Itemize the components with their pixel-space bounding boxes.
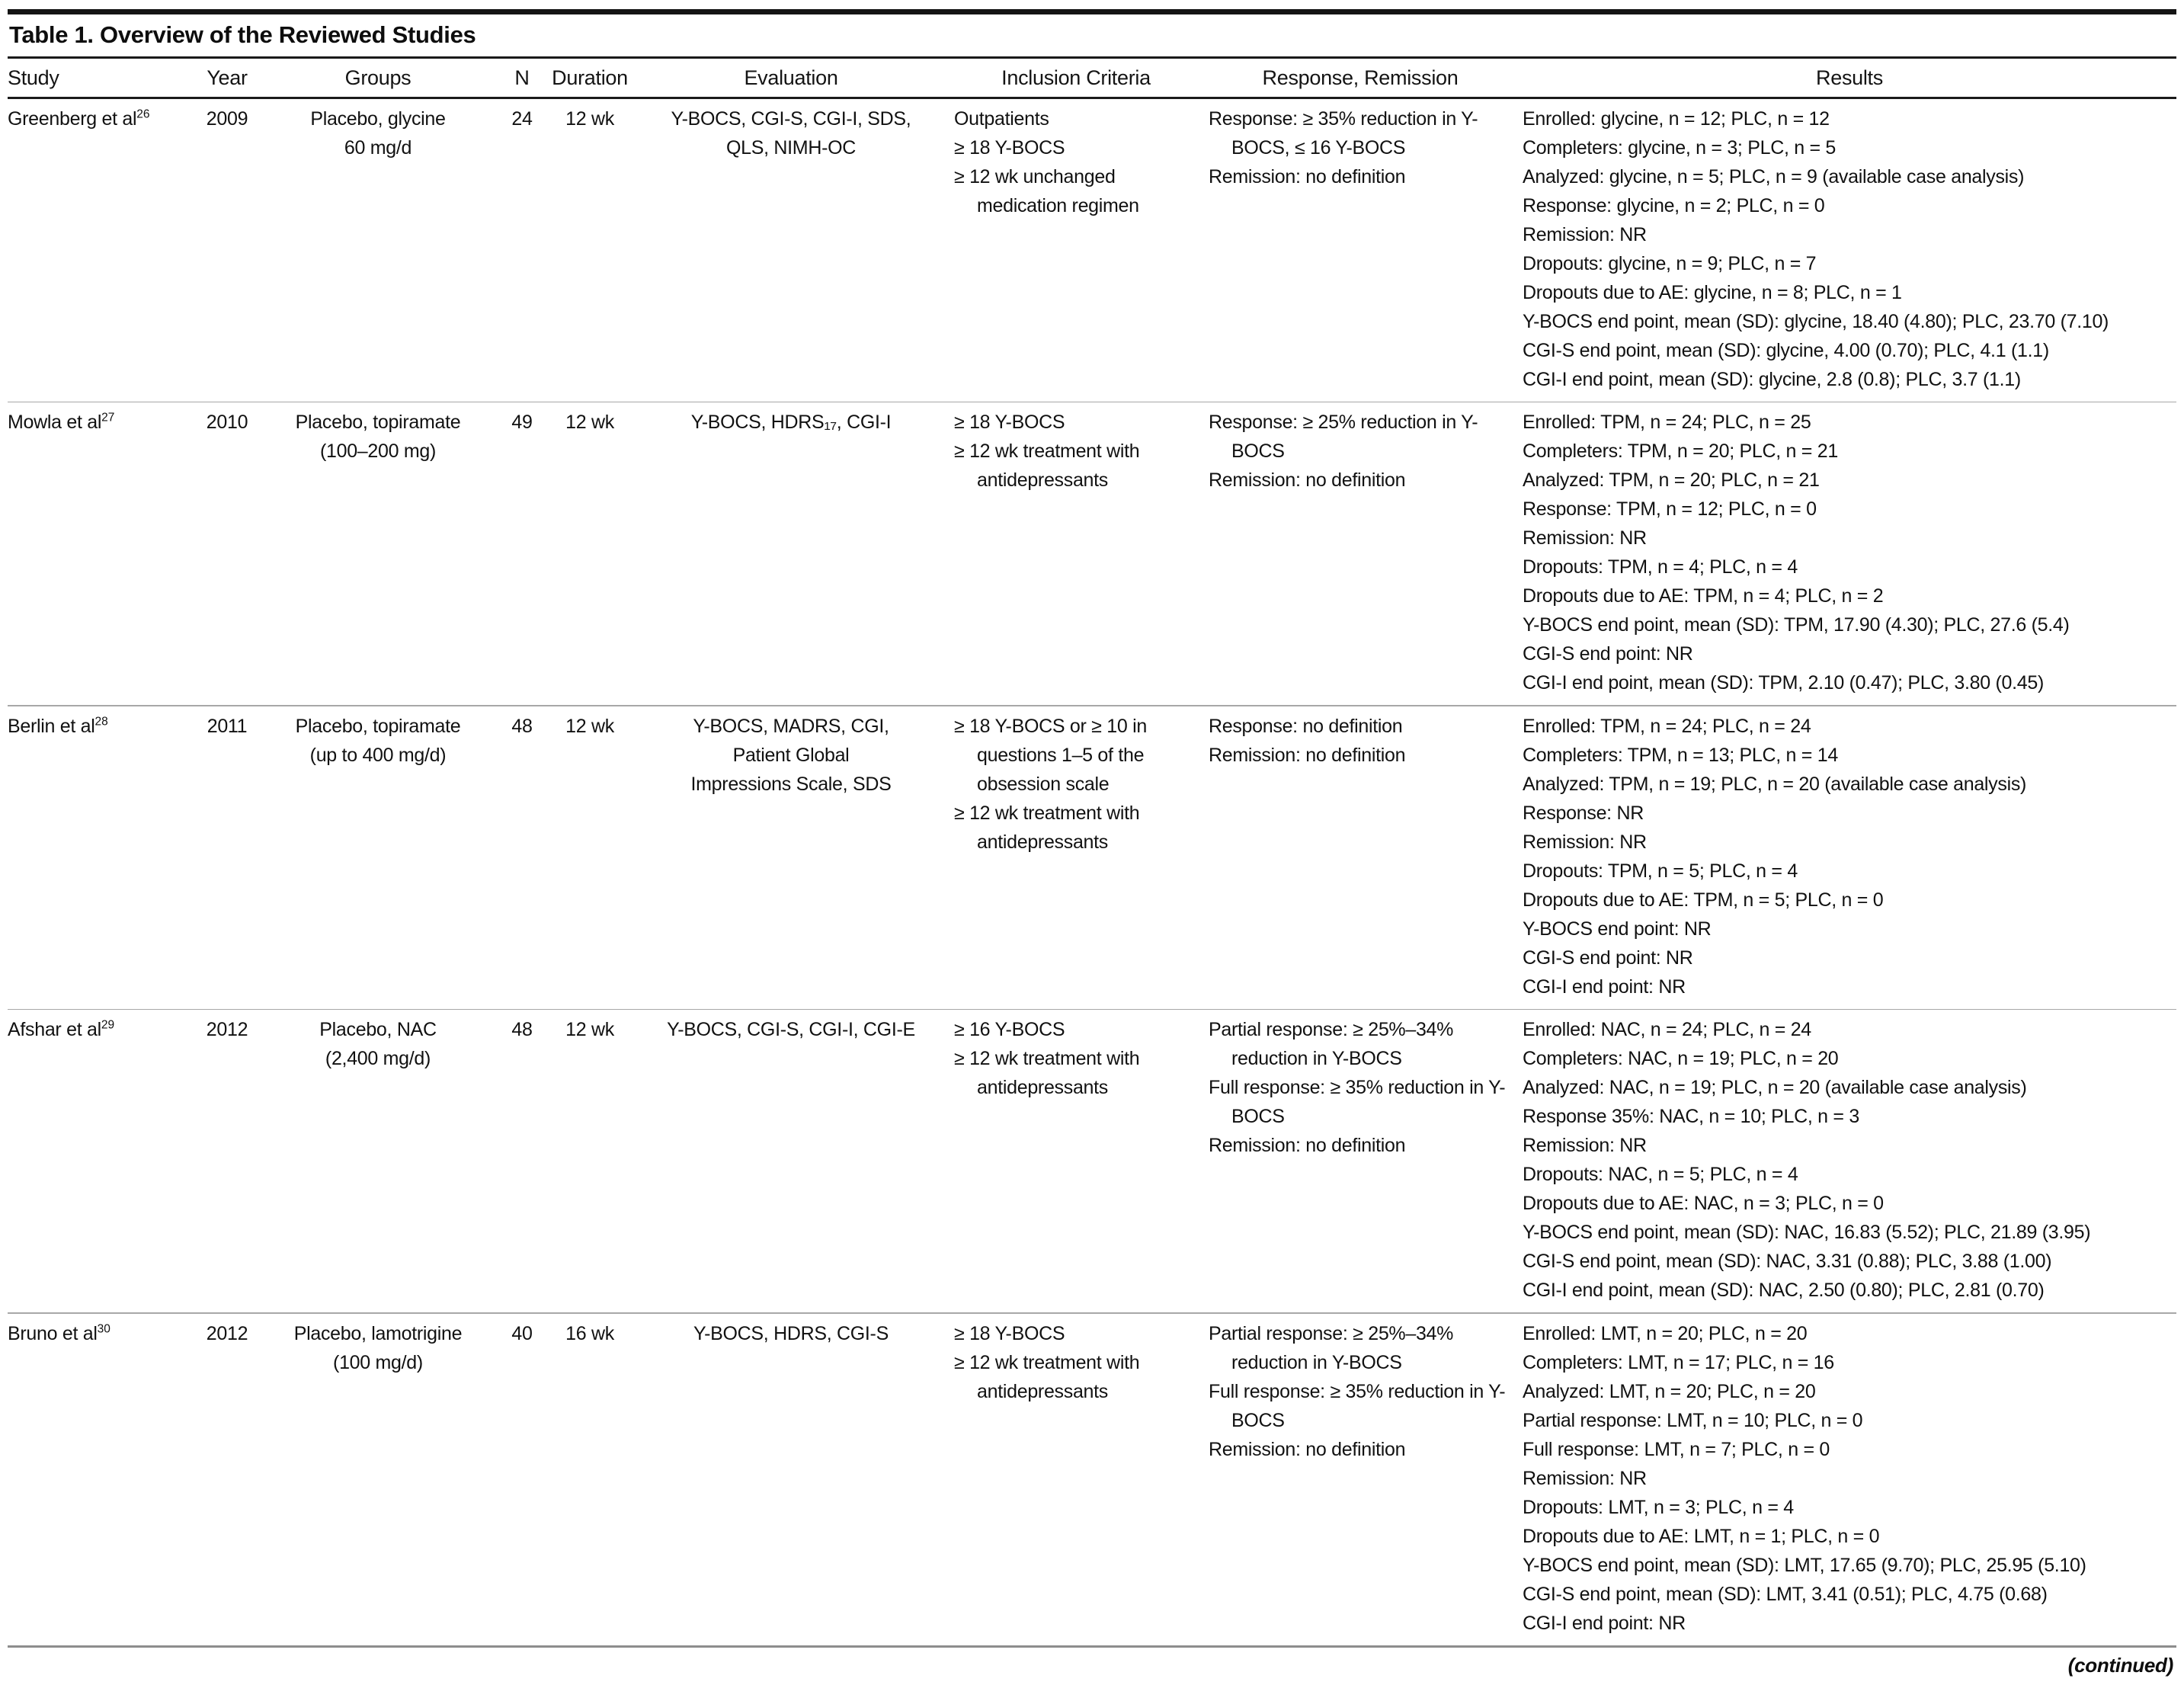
study-cell [8, 712, 191, 741]
continued-label: (continued) [2067, 1653, 2173, 1677]
results-line: Remission: NR [1523, 1467, 1647, 1489]
results-line: Completers: TPM, n = 20; PLC, n = 21 [1523, 440, 1838, 462]
results-line: Y-BOCS end point, mean (SD): LMT, 17.65 (9.70); PLC, 25.95 (5.10) [1523, 1554, 2086, 1576]
results-line: Dropouts: LMT, n = 3; PLC, n = 4 [1523, 1496, 1794, 1518]
inclusion-item: Outpatients [954, 107, 1049, 130]
groups-line: Placebo, lamotrigine [293, 1322, 463, 1344]
response-item: Full response: ≥ 35% reduction in Y-BOCS [1209, 1380, 1506, 1431]
table-row [8, 1010, 2176, 1312]
response-item: Remission: no definition [1209, 1135, 1406, 1156]
results-line: CGI-I end point, mean (SD): TPM, 2.10 (0.47); PLC, 3.80 (0.45) [1523, 672, 2045, 694]
inclusion-item: ≥ 12 wk unchanged medication regimen [954, 165, 1139, 216]
response-item: Partial response: ≥ 25%–34% reduction in Y-BOCS [1209, 1019, 1454, 1069]
results-line: Completers: glycine, n = 3; PLC, n = 5 [1523, 136, 1837, 159]
inclusion-cell [954, 1015, 1198, 1102]
groups-cell [264, 104, 492, 162]
results-line: CGI-I end point, mean (SD): NAC, 2.50 (0.80); PLC, 2.81 (0.70) [1523, 1280, 2045, 1301]
study-name: Berlin et al [8, 715, 95, 737]
results-line: Completers: TPM, n = 13; PLC, n = 14 [1523, 744, 1838, 766]
response-item: Remission: no definition [1209, 165, 1406, 187]
results-cell [1523, 408, 2176, 697]
table-row [8, 706, 2176, 1009]
evaluation-line: Y-BOCS, HDRS, CGI-S [693, 1322, 889, 1344]
study-reference-number: 29 [101, 1018, 115, 1032]
inclusion-item: ≥ 12 wk treatment with antidepressants [954, 1351, 1140, 1402]
groups-cell [264, 1015, 492, 1073]
response-item: Remission: no definition [1209, 469, 1406, 491]
evaluation-line: Y-BOCS, CGI-S, CGI-I, SDS, [671, 107, 911, 130]
n-cell: 40 [511, 1322, 533, 1344]
results-line: Full response: LMT, n = 7; PLC, n = 0 [1523, 1438, 1830, 1460]
inclusion-item: ≥ 12 wk treatment with antidepressants [954, 440, 1140, 491]
results-line: Dropouts: TPM, n = 5; PLC, n = 4 [1523, 860, 1798, 882]
table-row [8, 402, 2176, 705]
column-header-results: Results [1816, 66, 1883, 89]
response-cell [1209, 1319, 1512, 1464]
results-line: Analyzed: NAC, n = 19; PLC, n = 20 (available case analysis) [1523, 1077, 2027, 1098]
response-cell [1209, 712, 1512, 770]
n-cell: 48 [511, 715, 533, 737]
response-item: Remission: no definition [1209, 1438, 1406, 1460]
results-line: Analyzed: glycine, n = 5; PLC, n = 9 (available case analysis) [1523, 165, 2025, 187]
groups-line: (100 mg/d) [333, 1351, 423, 1373]
results-line: CGI-I end point, mean (SD): glycine, 2.8 (0.8); PLC, 3.7 (1.1) [1523, 368, 2021, 390]
results-line: Enrolled: TPM, n = 24; PLC, n = 25 [1523, 412, 1811, 433]
table-title-row [8, 14, 2176, 56]
column-header-inclusion: Inclusion Criteria [1001, 66, 1151, 89]
results-line: Y-BOCS end point, mean (SD): NAC, 16.83 (5.52); PLC, 21.89 (3.95) [1523, 1222, 2091, 1243]
results-line: Analyzed: TPM, n = 19; PLC, n = 20 (available case analysis) [1523, 773, 2027, 795]
column-header-response: Response, Remission [1262, 66, 1459, 89]
duration-cell: 12 wk [565, 412, 614, 433]
study-cell [8, 1319, 191, 1348]
study-cell [8, 1015, 191, 1044]
year-cell: 2009 [206, 107, 248, 130]
study-cell [8, 408, 191, 437]
duration-cell: 12 wk [565, 1019, 614, 1040]
results-line: Dropouts due to AE: LMT, n = 1; PLC, n = 0 [1523, 1525, 1880, 1547]
results-line: CGI-S end point, mean (SD): NAC, 3.31 (0.88); PLC, 3.88 (1.00) [1523, 1251, 2052, 1272]
evaluation-cell [639, 712, 943, 799]
results-line: CGI-S end point: NR [1523, 643, 1693, 665]
study-cell [8, 104, 191, 133]
evaluation-line: Patient Global [732, 744, 850, 766]
inclusion-item: ≥ 18 Y-BOCS [954, 412, 1065, 433]
response-item: Remission: no definition [1209, 744, 1406, 766]
results-line: Dropouts due to AE: glycine, n = 8; PLC, n = 1 [1523, 281, 1902, 303]
groups-line: 60 mg/d [344, 136, 412, 159]
results-cell [1523, 104, 2176, 394]
inclusion-item: ≥ 16 Y-BOCS [954, 1019, 1065, 1040]
study-name: Mowla et al [8, 412, 102, 433]
results-line: Enrolled: glycine, n = 12; PLC, n = 12 [1523, 107, 1830, 130]
results-line: Response 35%: NAC, n = 10; PLC, n = 3 [1523, 1106, 1859, 1127]
column-header-study: Study [8, 66, 59, 89]
inclusion-item: ≥ 18 Y-BOCS [954, 1322, 1065, 1344]
duration-cell: 12 wk [565, 107, 614, 130]
year-cell: 2012 [206, 1019, 248, 1040]
table-title: Table 1. Overview of the Reviewed Studies [9, 21, 476, 48]
evaluation-cell [639, 1319, 943, 1348]
study-reference-number: 27 [101, 411, 115, 424]
duration-cell: 16 wk [565, 1322, 614, 1344]
results-line: Response: glycine, n = 2; PLC, n = 0 [1523, 194, 1825, 216]
year-cell: 2010 [206, 412, 248, 433]
results-line: Enrolled: NAC, n = 24; PLC, n = 24 [1523, 1019, 1811, 1040]
results-line: CGI-I end point: NR [1523, 1612, 1686, 1634]
results-line: Remission: NR [1523, 831, 1647, 853]
inclusion-cell [954, 712, 1198, 857]
results-line: Dropouts: glycine, n = 9; PLC, n = 7 [1523, 252, 1817, 274]
study-reference-number: 26 [136, 107, 150, 121]
column-header-groups: Groups [344, 66, 412, 89]
results-line: Response: NR [1523, 802, 1644, 824]
results-line: CGI-S end point, mean (SD): glycine, 4.00 (0.70); PLC, 4.1 (1.1) [1523, 339, 2049, 361]
evaluation-line: Y-BOCS, MADRS, CGI, [693, 715, 889, 737]
results-line: Enrolled: TPM, n = 24; PLC, n = 24 [1523, 715, 1811, 737]
results-line: Remission: NR [1523, 527, 1647, 549]
table-row [8, 1314, 2176, 1645]
table-header-row [8, 59, 2176, 97]
study-name: Greenberg et al [8, 107, 137, 130]
results-line: Dropouts due to AE: NAC, n = 3; PLC, n = 0 [1523, 1193, 1884, 1214]
results-cell [1523, 1015, 2176, 1305]
response-item: Partial response: ≥ 25%–34% reduction in Y-BOCS [1209, 1322, 1454, 1373]
results-line: Dropouts: NAC, n = 5; PLC, n = 4 [1523, 1164, 1798, 1185]
inclusion-item: ≥ 12 wk treatment with antidepressants [954, 802, 1140, 853]
duration-cell: 12 wk [565, 715, 614, 737]
response-item: Full response: ≥ 35% reduction in Y-BOCS [1209, 1077, 1506, 1127]
study-reference-number: 28 [94, 715, 108, 729]
n-cell: 48 [511, 1019, 533, 1040]
results-line: Completers: LMT, n = 17; PLC, n = 16 [1523, 1351, 1834, 1373]
study-name: Bruno et al [8, 1322, 98, 1344]
groups-line: Placebo, glycine [310, 107, 446, 130]
results-cell [1523, 1319, 2176, 1638]
year-cell: 2012 [206, 1322, 248, 1344]
inclusion-item: ≥ 12 wk treatment with antidepressants [954, 1048, 1140, 1098]
inclusion-cell [954, 408, 1198, 495]
results-line: CGI-S end point, mean (SD): LMT, 3.41 (0.51); PLC, 4.75 (0.68) [1523, 1583, 2048, 1605]
results-cell [1523, 712, 2176, 1001]
study-name: Afshar et al [8, 1019, 101, 1040]
evaluation-line: Impressions Scale, SDS [690, 773, 892, 795]
results-line: Dropouts: TPM, n = 4; PLC, n = 4 [1523, 556, 1798, 578]
response-cell [1209, 1015, 1512, 1160]
results-line: Dropouts due to AE: TPM, n = 4; PLC, n = 2 [1523, 585, 1884, 607]
inclusion-cell [954, 104, 1198, 220]
results-line: Y-BOCS end point, mean (SD): glycine, 18.40 (4.80); PLC, 23.70 (7.10) [1523, 310, 2109, 332]
groups-line: (100–200 mg) [319, 440, 437, 462]
results-line: Analyzed: TPM, n = 20; PLC, n = 21 [1523, 469, 1820, 491]
results-line: Partial response: LMT, n = 10; PLC, n = 0 [1523, 1409, 1863, 1431]
results-line: CGI-I end point: NR [1523, 975, 1686, 998]
results-line: Analyzed: LMT, n = 20; PLC, n = 20 [1523, 1380, 1816, 1402]
groups-cell [264, 712, 492, 770]
response-item: Response: ≥ 25% reduction in Y-BOCS [1209, 412, 1478, 462]
response-cell [1209, 104, 1512, 191]
n-cell: 24 [511, 107, 533, 130]
results-line: Enrolled: LMT, n = 20; PLC, n = 20 [1523, 1322, 1808, 1344]
response-item: Response: ≥ 35% reduction in Y-BOCS, ≤ 16 Y-BOCS [1209, 107, 1478, 159]
results-line: Dropouts due to AE: TPM, n = 5; PLC, n = 0 [1523, 889, 1884, 911]
results-line: Response: TPM, n = 12; PLC, n = 0 [1523, 498, 1817, 520]
results-line: Completers: NAC, n = 19; PLC, n = 20 [1523, 1048, 1839, 1069]
column-header-year: Year [207, 66, 248, 89]
column-header-n: N [514, 66, 530, 89]
study-reference-number: 30 [97, 1322, 110, 1336]
inclusion-item: ≥ 18 Y-BOCS [954, 136, 1065, 159]
column-header-duration: Duration [552, 66, 628, 89]
results-line: CGI-S end point: NR [1523, 947, 1693, 969]
table-row [8, 99, 2176, 402]
results-line: Y-BOCS end point: NR [1523, 918, 1712, 940]
groups-line: (up to 400 mg/d) [309, 744, 447, 766]
inclusion-item: ≥ 18 Y-BOCS or ≥ 10 in questions 1–5 of the obsession scale [954, 715, 1147, 795]
evaluation-line: Y-BOCS, CGI-S, CGI-I, CGI-E [667, 1019, 915, 1040]
groups-line: Placebo, NAC [319, 1019, 437, 1040]
evaluation-line: Y-BOCS, HDRS₁₇, CGI-I [690, 412, 892, 433]
table-top-rule [8, 9, 2176, 14]
groups-line: Placebo, topiramate [295, 412, 461, 433]
response-item: Response: no definition [1209, 715, 1403, 737]
n-cell: 49 [511, 412, 533, 433]
table-body [8, 99, 2176, 1645]
groups-cell [264, 408, 492, 466]
year-cell: 2011 [207, 715, 248, 737]
results-line: Remission: NR [1523, 223, 1647, 245]
evaluation-cell [639, 1015, 943, 1044]
groups-line: (2,400 mg/d) [325, 1048, 431, 1069]
groups-line: Placebo, topiramate [295, 715, 461, 737]
continued-row [8, 1648, 2176, 1685]
evaluation-cell [639, 104, 943, 162]
results-line: Remission: NR [1523, 1135, 1647, 1156]
inclusion-cell [954, 1319, 1198, 1406]
results-line: Y-BOCS end point, mean (SD): TPM, 17.90 (4.30); PLC, 27.6 (5.4) [1523, 614, 2070, 636]
evaluation-cell [639, 408, 943, 437]
evaluation-line: QLS, NIMH-OC [725, 136, 857, 159]
groups-cell [264, 1319, 492, 1377]
response-cell [1209, 408, 1512, 495]
column-header-evaluation: Evaluation [744, 66, 838, 89]
